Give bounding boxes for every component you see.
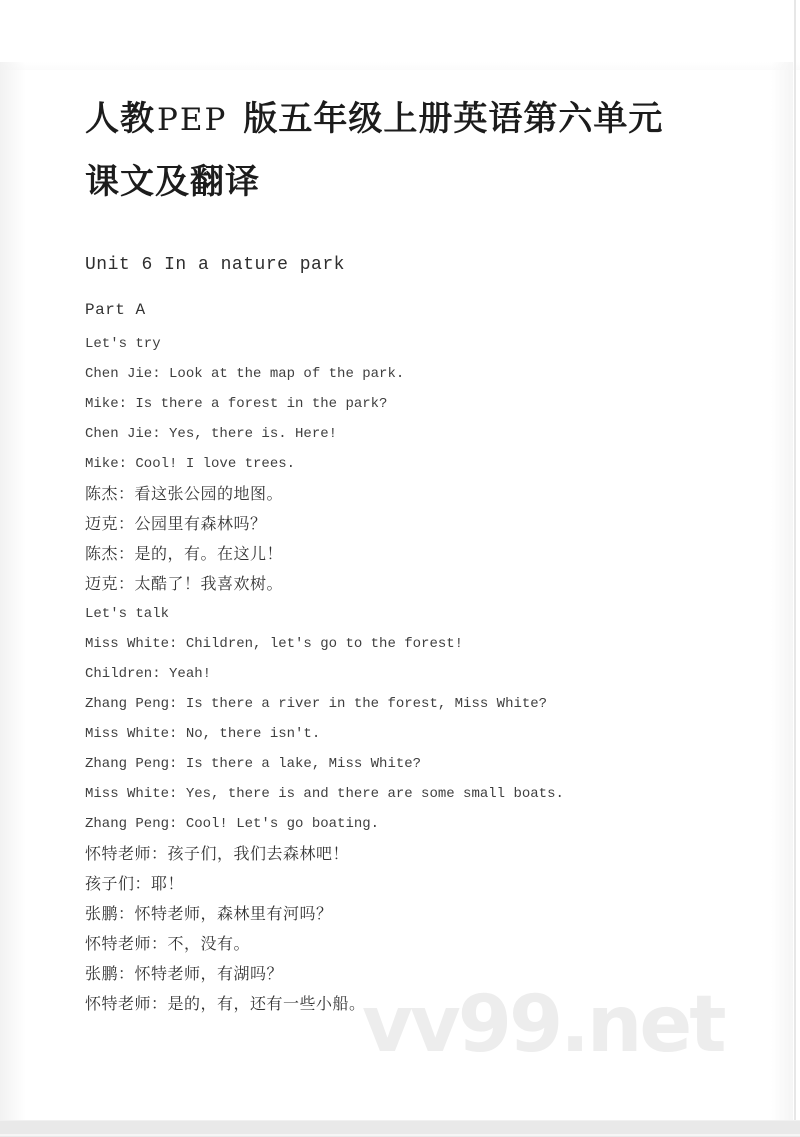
dialog-line: 张鹏：怀特老师，森林里有河吗？ bbox=[85, 906, 333, 923]
page-left-edge-shadow bbox=[0, 62, 26, 1121]
dialog-line: Miss White: No, there isn't. bbox=[85, 726, 321, 742]
dialog-line: Zhang Peng: Is there a river in the forest, Miss White? bbox=[85, 696, 548, 712]
dialog-line: 陈杰：看这张公园的地图。 bbox=[85, 486, 284, 503]
page-title-line2: 课文及翻译 bbox=[85, 163, 260, 201]
page-right-edge-shadow bbox=[771, 62, 793, 1121]
dialog-line: 怀特老师：不，没有。 bbox=[85, 936, 251, 953]
page-title-latin: PEP bbox=[157, 102, 228, 138]
dialog-line: Let's talk bbox=[85, 606, 170, 622]
dialog-line: 张鹏：怀特老师，有湖吗？ bbox=[85, 966, 284, 983]
dialog-line: Chen Jie: Look at the map of the park. bbox=[85, 366, 405, 382]
watermark: vv99.net bbox=[362, 980, 724, 1070]
dialog-line: Miss White: Yes, there is and there are some small boats. bbox=[85, 786, 564, 802]
dialog-line: Let's try bbox=[85, 336, 161, 352]
dialog-lines bbox=[85, 336, 730, 1013]
dialog-line: Mike: Cool! I love trees. bbox=[85, 456, 296, 472]
unit-heading: Unit 6 In a nature park bbox=[85, 255, 345, 275]
dialog-line: Chen Jie: Yes, there is. Here! bbox=[85, 426, 338, 442]
dialog-line: 孩子们：耶！ bbox=[85, 876, 185, 893]
dialog-line: Miss White: Children, let's go to the forest! bbox=[85, 636, 464, 652]
dialog-line: 怀特老师：孩子们，我们去森林吧！ bbox=[85, 846, 350, 863]
dialog-line: Mike: Is there a forest in the park? bbox=[85, 396, 388, 412]
page-right-border bbox=[794, 0, 796, 1121]
horizontal-scrollbar-track[interactable] bbox=[0, 1120, 800, 1137]
dialog-line: 怀特老师：是的，有，还有一些小船。 bbox=[85, 996, 366, 1013]
dialog-line: 迈克：太酷了！我喜欢树。 bbox=[85, 576, 284, 593]
document-content bbox=[85, 0, 730, 1026]
part-heading: Part A bbox=[85, 301, 146, 319]
dialog-line: 迈克：公园里有森林吗？ bbox=[85, 516, 267, 533]
dialog-line: Children: Yeah! bbox=[85, 666, 212, 682]
dialog-line: Zhang Peng: Cool! Let's go boating. bbox=[85, 816, 380, 832]
dialog-line: 陈杰：是的，有。在这儿！ bbox=[85, 546, 284, 563]
page-title bbox=[85, 88, 730, 213]
page-title-cn-prefix: 人教 bbox=[85, 100, 155, 138]
page-title-cn-rest: 版五年级上册英语第六单元 bbox=[243, 100, 664, 138]
dialog-line: Zhang Peng: Is there a lake, Miss White? bbox=[85, 756, 422, 772]
